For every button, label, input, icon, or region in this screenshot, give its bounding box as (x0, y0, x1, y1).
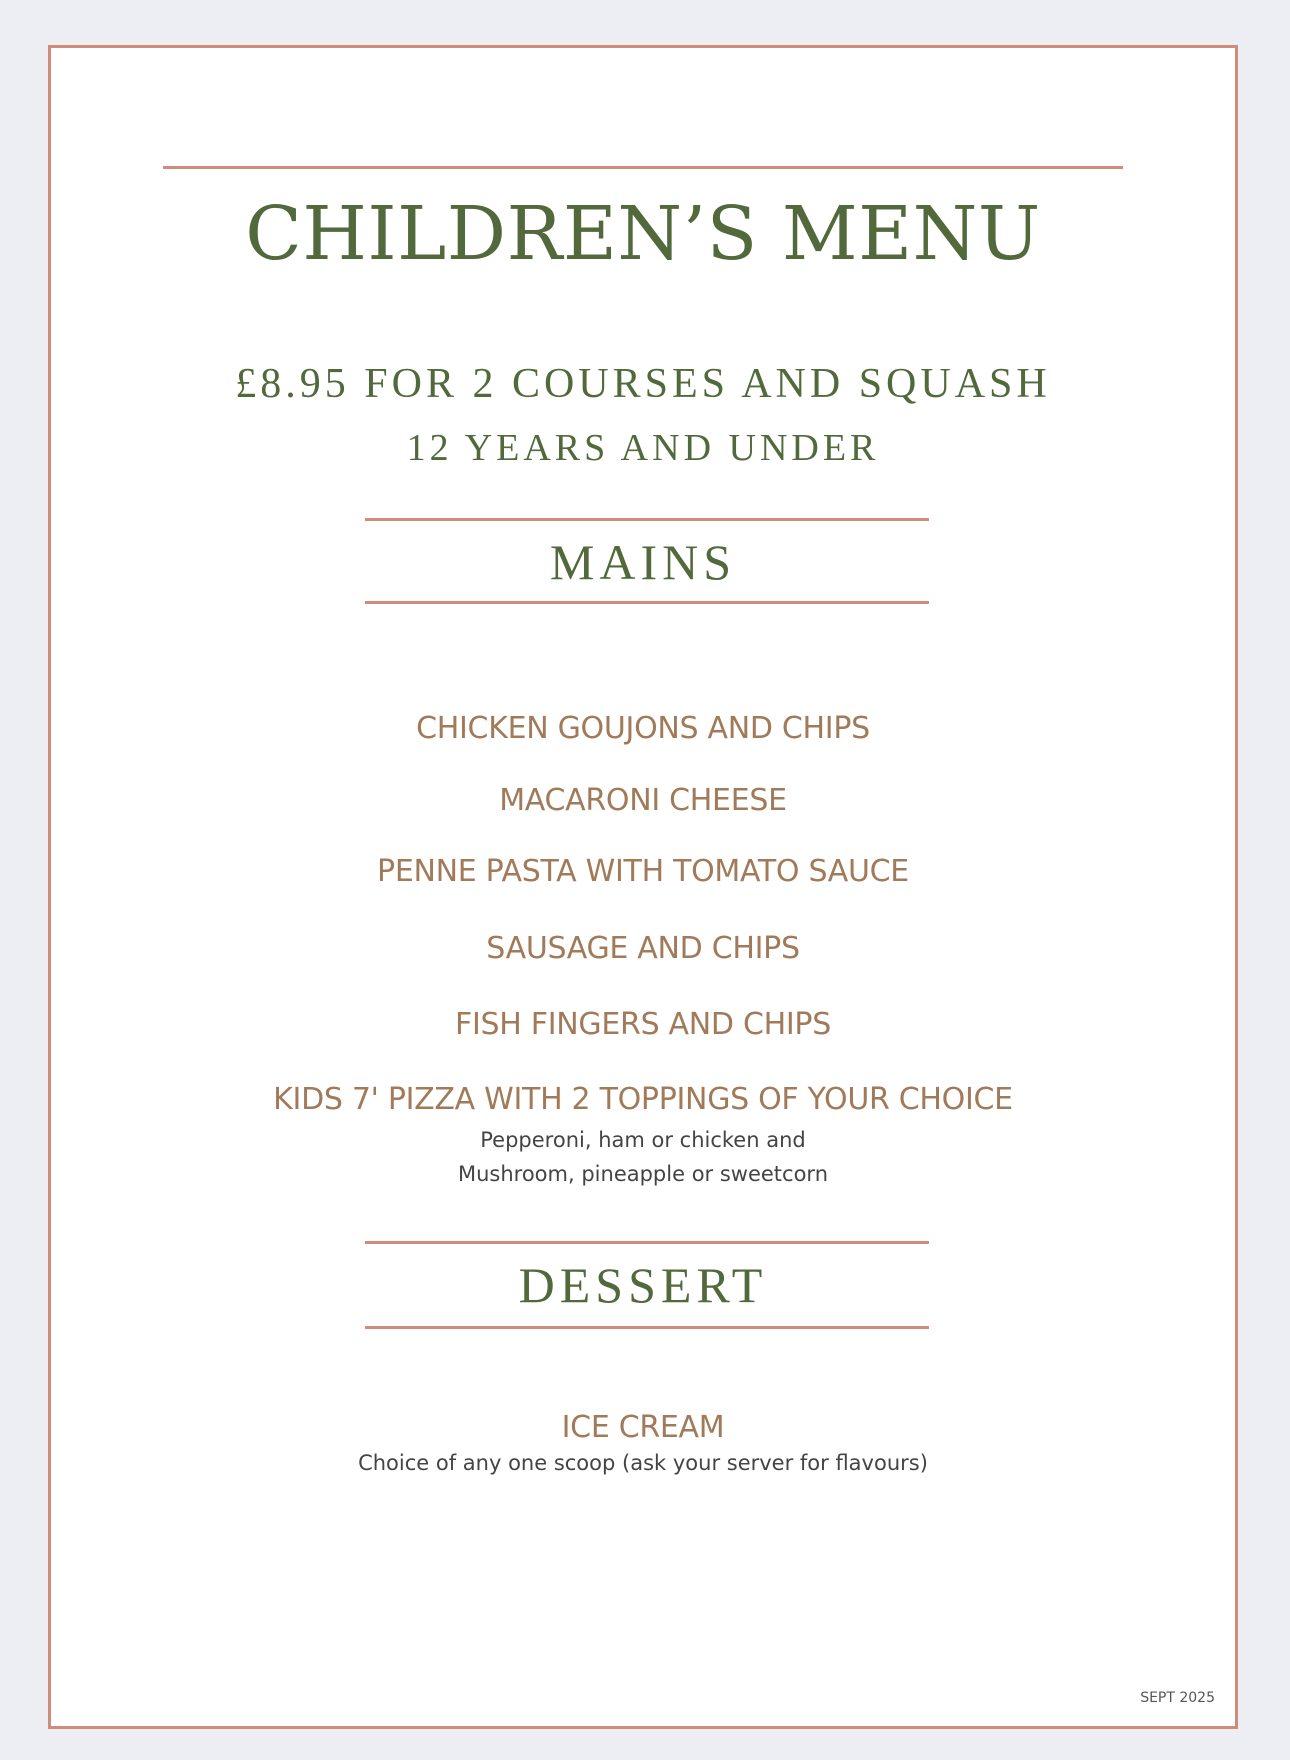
mains-heading: MAINS (549, 534, 737, 590)
menu-page (48, 45, 1238, 1729)
mains-divider-bottom (365, 601, 929, 604)
menu-item: MACARONI CHEESE (499, 783, 787, 818)
dessert-item: ICE CREAM (561, 1410, 725, 1445)
dessert-heading: DESSERT (518, 1257, 768, 1313)
menu-date: SEPT 2025 (1140, 1690, 1215, 1706)
dessert-divider-bottom (365, 1326, 929, 1329)
menu-item: SAUSAGE AND CHIPS (486, 931, 800, 966)
dessert-divider-top (365, 1241, 929, 1244)
mains-divider-top (365, 518, 929, 521)
menu-item: FISH FINGERS AND CHIPS (455, 1007, 831, 1042)
pizza-description-line: Pepperoni, ham or chicken and (480, 1128, 806, 1152)
age-line: 12 YEARS AND UNDER (406, 427, 880, 469)
dessert-description: Choice of any one scoop (ask your server for flavours) (358, 1451, 928, 1475)
top-divider (163, 166, 1123, 169)
menu-item: CHICKEN GOUJONS AND CHIPS (416, 711, 870, 746)
price-line: £8.95 FOR 2 COURSES AND SQUASH (235, 361, 1051, 407)
pizza-description-line: Mushroom, pineapple or sweetcorn (457, 1162, 829, 1186)
menu-item: KIDS 7' PIZZA WITH 2 TOPPINGS OF YOUR CHOICE (273, 1082, 1013, 1117)
menu-item: PENNE PASTA WITH TOMATO SAUCE (377, 854, 909, 889)
menu-title: CHILDREN’S MENU (245, 191, 1041, 277)
